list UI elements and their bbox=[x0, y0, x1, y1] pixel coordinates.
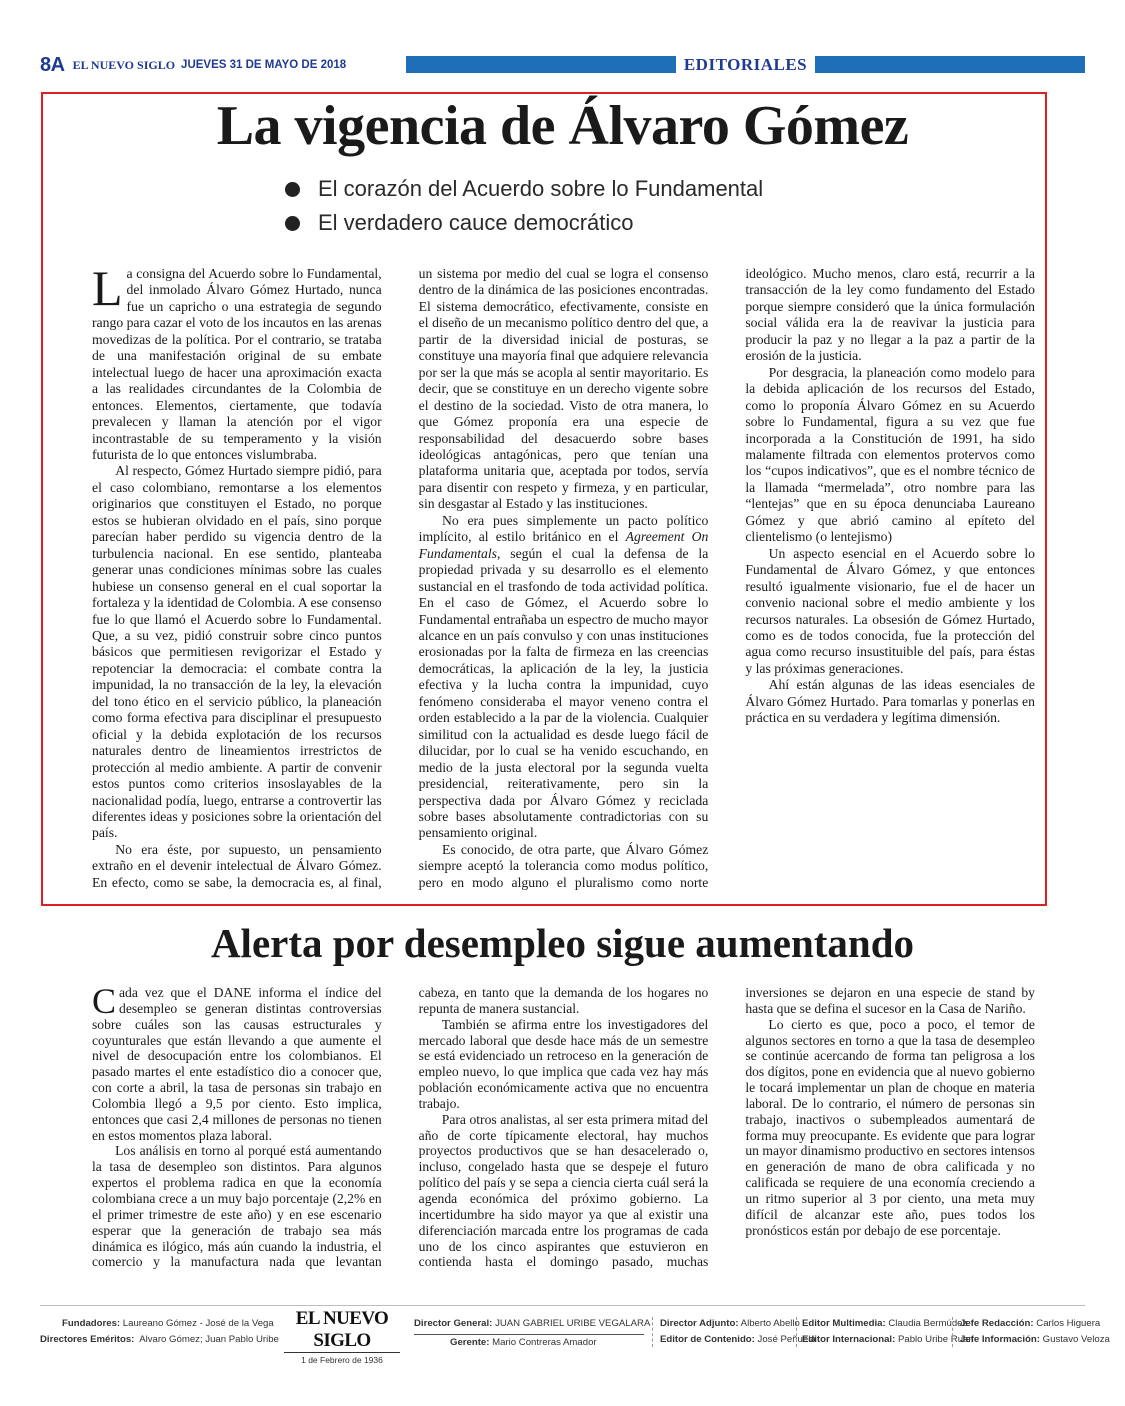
informacion-label: Jefe Información: bbox=[960, 1334, 1040, 1345]
contenido-line bbox=[660, 1332, 816, 1348]
editorial-2-title: Alerta por desempleo sigue aumentando bbox=[210, 920, 915, 966]
footer-divider bbox=[796, 1317, 797, 1347]
manager-line bbox=[414, 1334, 644, 1351]
informacion-name: Gustavo Veloza bbox=[1042, 1334, 1110, 1345]
issue-date: JUEVES 31 DE MAYO DE 2018 bbox=[181, 59, 347, 71]
founders-line bbox=[40, 1316, 279, 1332]
multimedia-name: Claudia Bermúdez bbox=[888, 1318, 968, 1329]
paragraph-text: a consigna del Acuerdo sobre lo Fundamental, del inmolado Álvaro Gómez Hurtado, nunca fue un capricho o una estrategia de segundo rango para cazar el voto de los incautos en las arenas movedizas de la política. Por el contrario, se trataba de una manifestación original de su embate intelectual luego de hacer una aproximación exacta a las realidades circundantes de la Colombia de entonces. Elementos, ciertamente, que todavía prevalecen y llaman la atención por el vigor incontrastable de su temperamento y la visión futurista de lo que entonces vislumbraba. bbox=[92, 266, 382, 462]
paragraph bbox=[419, 513, 709, 842]
newspaper-name: EL NUEVO SIGLO bbox=[72, 57, 176, 72]
editorial-2-body bbox=[92, 981, 1035, 1290]
founding-date: 1 de Febrero de 1936 bbox=[301, 1355, 383, 1365]
paragraph: Es conocido, de otra parte, que Álvaro Gómez siempre aceptó la tolerancia como modus político, pero en modo alguno el pluralismo como norte ideológico. Mucho menos, claro está, recurrir a la transacción de la ley como fundamento del Estado porque siempre consideró que la única formulación social válida era la de reavivar la justicia para producir la paz y no llegar a la paz a partir de la erosión de la justicia. bbox=[418, 266, 1035, 890]
drop-cap: C bbox=[92, 981, 117, 1021]
page-number: 8A bbox=[40, 53, 65, 76]
director-name: JUAN GABRIEL URIBE VEGALARA bbox=[495, 1318, 651, 1329]
paragraph: No era éste, por supuesto, un pensamiento extraño en el devenir intelectual de Álvaro Gómez. En efecto, como se sabe, la democracia es, al final, un sistema por medio del cual se logra el consenso dentro de la dinámica de las posiciones encontradas. El sistema democrático, efectivamente, consiste en el diseño de un mecanismo político dentro del que, a partir de la diversidad inicial de posturas, se constituye una mayoría final que adquiere relevancia por ser la que más se acopla al sentir mayoritario. Es decir, que se constituye en un derecho vigente sobre el destino de la sociedad. Visto de otra manera, lo que Gómez proponía era una especie de responsabilidad del desacuerdo sobre bases ideológicas antagónicas, pero que tenían una plataforma unitaria que, aceptada por todos, servía para disentir con respeto y firmeza, y en particular, sin desgastar al Estado y las instituciones. bbox=[92, 266, 709, 890]
footer-editors-1 bbox=[660, 1316, 816, 1348]
adjunto-line bbox=[660, 1316, 816, 1332]
drop-cap: L bbox=[92, 260, 123, 316]
multimedia-line bbox=[802, 1316, 974, 1332]
internacional-label: Editor Internacional: bbox=[802, 1334, 896, 1345]
paragraph: Un aspecto esencial en el Acuerdo sobre lo Fundamental de Álvaro Gómez, y que entonces resultó igualmente visionario, fue el de hacer un convenio nacional sobre el medio ambiente y los recursos naturales. La obsesión de Gómez Hurtado, como es de todos conocida, fue la protección del agua como recurso insustituible del país, para éstas y las próximas generaciones. bbox=[745, 545, 1035, 676]
paragraph bbox=[92, 981, 382, 1143]
internacional-name: Pablo Uribe Ruan bbox=[897, 1334, 974, 1345]
bullet-icon bbox=[285, 182, 300, 197]
summary-item bbox=[285, 172, 763, 206]
summary-text: El corazón del Acuerdo sobre lo Fundamental bbox=[318, 176, 764, 201]
masthead-name: EL NUEVO SIGLO bbox=[284, 1308, 400, 1353]
manager-label: Gerente: bbox=[450, 1337, 490, 1348]
paragraph bbox=[92, 260, 382, 463]
manager-name: Mario Contreras Amador bbox=[492, 1337, 597, 1348]
informacion-line bbox=[960, 1332, 1110, 1348]
footer-founders bbox=[40, 1316, 279, 1348]
editorial-1-summary bbox=[285, 172, 763, 240]
emeritus-label: Directores Eméritos: bbox=[40, 1334, 135, 1345]
footer-direction bbox=[414, 1316, 650, 1351]
emeritus-line bbox=[40, 1332, 279, 1348]
redaccion-name: Carlos Higuera bbox=[1036, 1318, 1101, 1329]
editorial-1-title: La vigencia de Álvaro Gómez bbox=[216, 95, 909, 157]
header-left bbox=[40, 52, 346, 78]
footer-divider bbox=[652, 1317, 653, 1347]
founders-label: Fundadores: bbox=[62, 1318, 121, 1329]
paragraph-text: ada vez que el DANE informa el índice del desempleo se generan distintas controversias sobre cuáles son las causas estructurales y coyunturales que están llevando a que aumente el nivel de desocupación entre los colombianos. El pasado martes el ente estadístico dio a conocer que, con corte a abril, la tasa de personas sin trabajo en Colombia llegó a 9,5 por ciento. Esto implica, entonces que casi 2,4 millones de personas no tienen en estos momentos plaza laboral. bbox=[92, 985, 382, 1143]
paragraph: Por desgracia, la planeación como modelo para la debida aplicación de los recursos del Estado, como lo proponía Álvaro Gómez en su Acuerdo sobre lo Fundamental, figura a su vez que fue incorporada a la Constitución de 1991, ha sido malamente filtrada con elementos protervos como los “cupos indicativos”, que es el nombre técnico de la llamada “mermelada”, otro nombre para las “lentejas” que en su época denunciaba Laureano Gómez y que abrió camino al epíteto del clientelismo (o lentejismo) bbox=[745, 364, 1035, 545]
footer-divider bbox=[952, 1317, 953, 1347]
summary-text: El verdadero cauce democrático bbox=[318, 210, 634, 235]
footer-rule bbox=[40, 1305, 1085, 1306]
paragraph: Ahí están algunas de las ideas esenciales de Álvaro Gómez Hurtado. Para tomarlas y ponerlas en práctica en su verdadera y legítima dimensión. bbox=[745, 677, 1035, 726]
contenido-name: José Peñuela bbox=[757, 1334, 816, 1345]
editorial-1-body bbox=[92, 260, 1035, 892]
contenido-label: Editor de Contenido: bbox=[660, 1334, 755, 1345]
internacional-line bbox=[802, 1332, 974, 1348]
paragraph: Los análisis en torno al porqué está aumentando la tasa de desempleo son distintos. Para algunos expertos el problema radica en que la economía colombiana crece a un muy bajo porcentaje (2,2% en el primer trimestre de este año) y en ese escenario esperar que la generación de trabajo sea más dinámica es ilógico, más aún cuando la industria, el comercio y la manufactura nada que levantan cabeza, en tanto que la demanda de los hogares no repunta de manera sustancial. bbox=[92, 985, 709, 1270]
multimedia-label: Editor Multimedia: bbox=[802, 1318, 886, 1329]
redaccion-line bbox=[960, 1316, 1110, 1332]
summary-item bbox=[285, 206, 763, 240]
paragraph: Lo cierto es que, poco a poco, el temor de algunos sectores en torno a que la tasa de desempleo se continúe acercando de forma tan peligrosa a los dos dígitos, pone en evidencia que al nuevo gobierno le tocará implementar un plan de choque en materia laboral. De lo contrario, el número de personas sin trabajo, inactivos o subempleados aumentará de forma muy preocupante. Es evidente que para lograr un mayor dinamismo productivo en sectores intensos en generación de mano de obra calificada y no calificada se requiere de una economía creciendo a un ritmo superior al 3 por ciento, una meta muy difícil de alcanzar este año, pues todos los pronósticos están por debajo de ese porcentaje. bbox=[745, 1016, 1035, 1238]
italic-term: Agreement On Fundamentals bbox=[418, 529, 709, 561]
adjunto-label: Director Adjunto: bbox=[660, 1318, 739, 1329]
paragraph-text: , según el cual la defensa de la propiedad privada y su desarrollo es el elemento sustancial en el trasfondo de toda actividad política. En el caso de Gómez, el Acuerdo sobre lo Fundamental entrañaba un espectro de mucho mayor alcance en un país convulso y con unas instituciones erosionadas por la falta de firmeza en las creencias democráticas, la aplicación de la ley, la justicia efectiva y la lucha contra la impunidad, cuyo fenómeno consideraba el mayor veneno contra el orden establecido a la par de la violencia. Cualquier similitud con la actualidad es desde luego fácil de dilucidar, por lo cual se ha venido escuchando, en medio de la justa electoral por la segunda vuelta presidencial, reiterativamente, pero sin la perspectiva dada por Álvaro Gómez y reciclada sobre bases absolutamente contradictorias con su pensamiento original. bbox=[418, 545, 709, 841]
director-label: Director General: bbox=[414, 1318, 493, 1329]
adjunto-name: Alberto Abello bbox=[740, 1318, 800, 1329]
footer-editors-2 bbox=[802, 1316, 974, 1348]
page-header bbox=[40, 52, 1085, 78]
paragraph: Para otros analistas, al ser esta primera mitad del año de corte típicamente electoral, hay muchos proyectos productivos que se han desacelerado o, incluso, congelado hasta que se despeje el futuro político del país y se sepa a ciencia cierta cuál será la agenda económica del próximo gobierno. La incertidumbre ha sido mayor ya que al existir una diferenciación marcada entre los programas de cada uno de los cinco aspirantes que estuvieron en contienda hasta el domingo pasado, muchas inversiones se dejaron en una especie de stand by hasta que se defina el sucesor en la Casa de Nariño. bbox=[418, 985, 1035, 1270]
bullet-icon bbox=[285, 216, 300, 231]
redaccion-label: Jefe Redacción: bbox=[960, 1318, 1034, 1329]
director-line bbox=[414, 1316, 650, 1332]
section-label bbox=[406, 56, 1085, 73]
emeritus-names: Alvaro Gómez; Juan Pablo Uribe bbox=[139, 1334, 279, 1345]
paragraph: Al respecto, Gómez Hurtado siempre pidió, para el caso colombiano, remontarse a los elementos originarios que constituyen el Estado, no porque estos se hubieran olvidado en el país, sino porque parecían haber perdido su vigencia dentro de la turbulencia nacional. En ese sentido, planteaba generar unas condiciones mínimas sobre las cuales hubiese un consenso general en el cual soportar la fortaleza y la identidad de Colombia. A ese consenso fue lo que llamó el Acuerdo sobre lo Fundamental. Que, a su vez, pidió construir sobre cinco puntos básicos que permitiesen revigorizar el Estado y repotenciar la democracia: el combate contra la impunidad, la no transacción de la ley, la elevación del tono ético en el servicio público, la planeación como forma efectiva para disciplinar el presupuesto oficial y la debida explotación de los recursos naturales dentro de lineamientos irrestrictos de protección al medio ambiente. A partir de convenir estos puntos como criterios insoslayables de la nacionalidad podía, luego, entrarse a controvertir las diferentes ideas y posiciones sobre la orientación del país. bbox=[92, 463, 382, 841]
paragraph-text: No era pues simplemente un pacto político implícito, al estilo británico en el bbox=[418, 512, 709, 545]
footer-editors-3 bbox=[960, 1316, 1110, 1348]
section-name: EDITORIALES bbox=[676, 55, 815, 74]
masthead-logo bbox=[284, 1308, 400, 1367]
founders-names: Laureano Gómez - José de la Vega bbox=[122, 1318, 274, 1329]
paragraph: También se afirma entre los investigadores del mercado laboral que desde hace más de un semestre se está evidenciado un retroceso en la generación de empleo nuevo, lo que implica que cada vez hay más población económicamente activa que no encuentra trabajo. bbox=[418, 1016, 709, 1111]
